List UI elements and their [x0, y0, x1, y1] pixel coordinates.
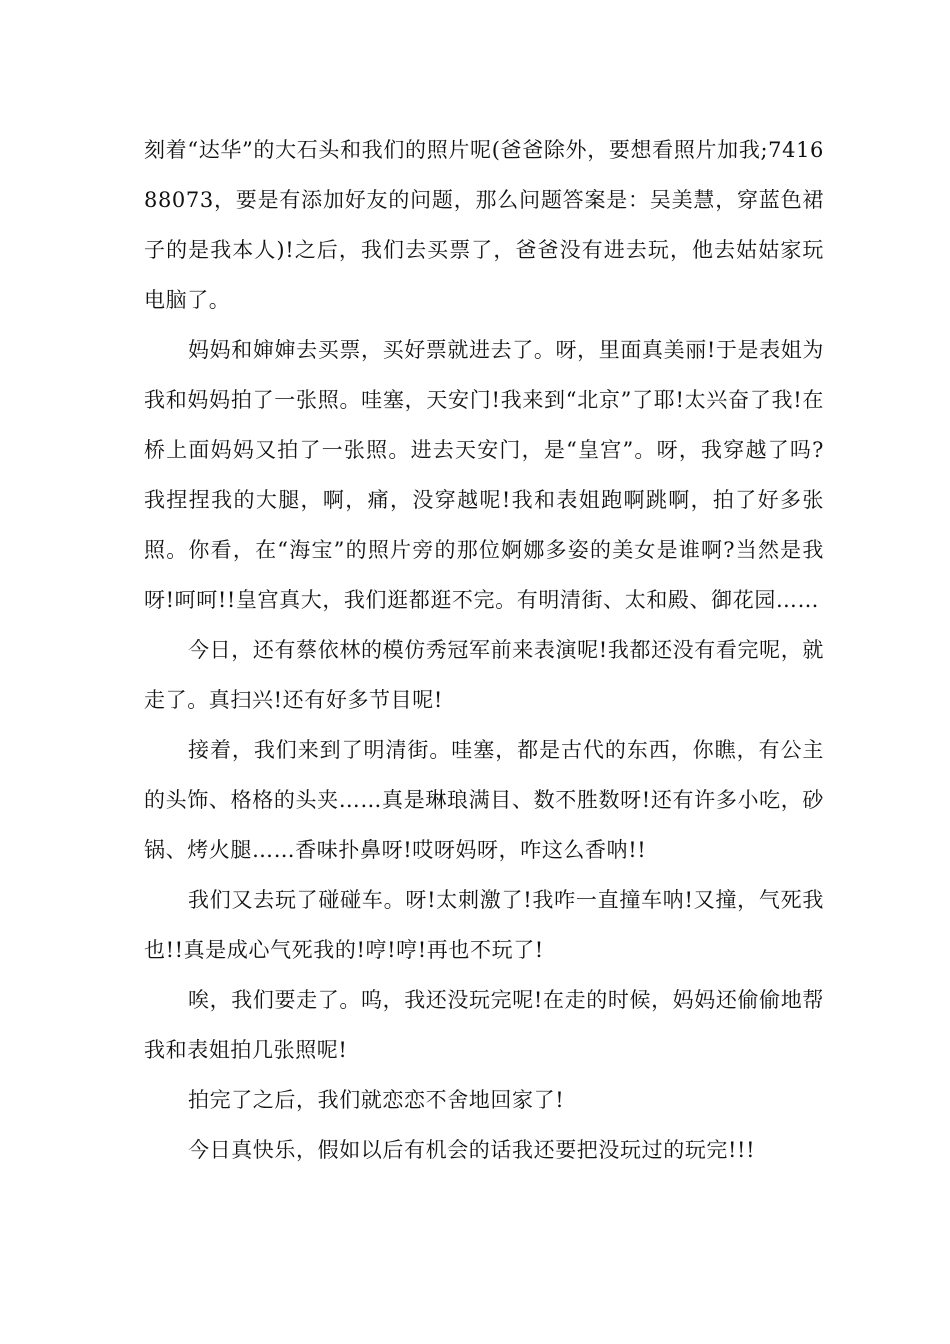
paragraph-2: 妈妈和婶婶去买票，买好票就进去了。呀，里面真美丽!于是表姐为我和妈妈拍了一张照。哇塞，天安门!我来到“北京”了耶!太兴奋了我!在桥上面妈妈又拍了一张照。进去天安门，是“皇宫”。呀，我穿越了吗?我捏捏我的大腿，啊，痛，没穿越呢!我和表姐跑啊跳啊，拍了好多张照。你看，在“海宝”的照片旁的那位婀娜多姿的美女是谁啊?当然是我呀!呵呵!!皇宫真大，我们逛都逛不完。有明清街、太和殿、御花园…… [144, 338, 824, 612]
paragraph-6: 唉，我们要走了。呜，我还没玩完呢!在走的时候，妈妈还偷偷地帮我和表姐拍几张照呢! [144, 988, 824, 1062]
paragraph-7: 拍完了之后，我们就恋恋不舍地回家了! [188, 1088, 565, 1112]
paragraph-5: 我们又去玩了碰碰车。呀!太刺激了!我咋一直撞车呐!又撞，气死我也!!真是成心气死我的!哼!哼!再也不玩了! [144, 888, 824, 962]
paragraph-8: 今日真快乐，假如以后有机会的话我还要把没玩过的玩完!!! [188, 1138, 756, 1162]
paragraph-4: 接着，我们来到了明清街。哇塞，都是古代的东西，你瞧，有公主的头饰、格格的头夹……真是琳琅满目、数不胜数呀!还有许多小吃，砂锅、烤火腿……香味扑鼻呀!哎呀妈呀，咋这么香呐!! [144, 738, 824, 862]
document-body [144, 125, 824, 1175]
paragraph-1: 刻着“达华”的大石头和我们的照片呢(爸爸除外，要想看照片加我;741688073，要是有添加好友的问题，那么问题答案是：吴美慧，穿蓝色裙子的是我本人)!之后，我们去买票了，爸爸没有进去玩，他去姑姑家玩电脑了。 [144, 138, 824, 312]
paragraph-3: 今日，还有蔡依林的模仿秀冠军前来表演呢!我都还没有看完呢，就走了。真扫兴!还有好多节目呢! [144, 638, 824, 712]
